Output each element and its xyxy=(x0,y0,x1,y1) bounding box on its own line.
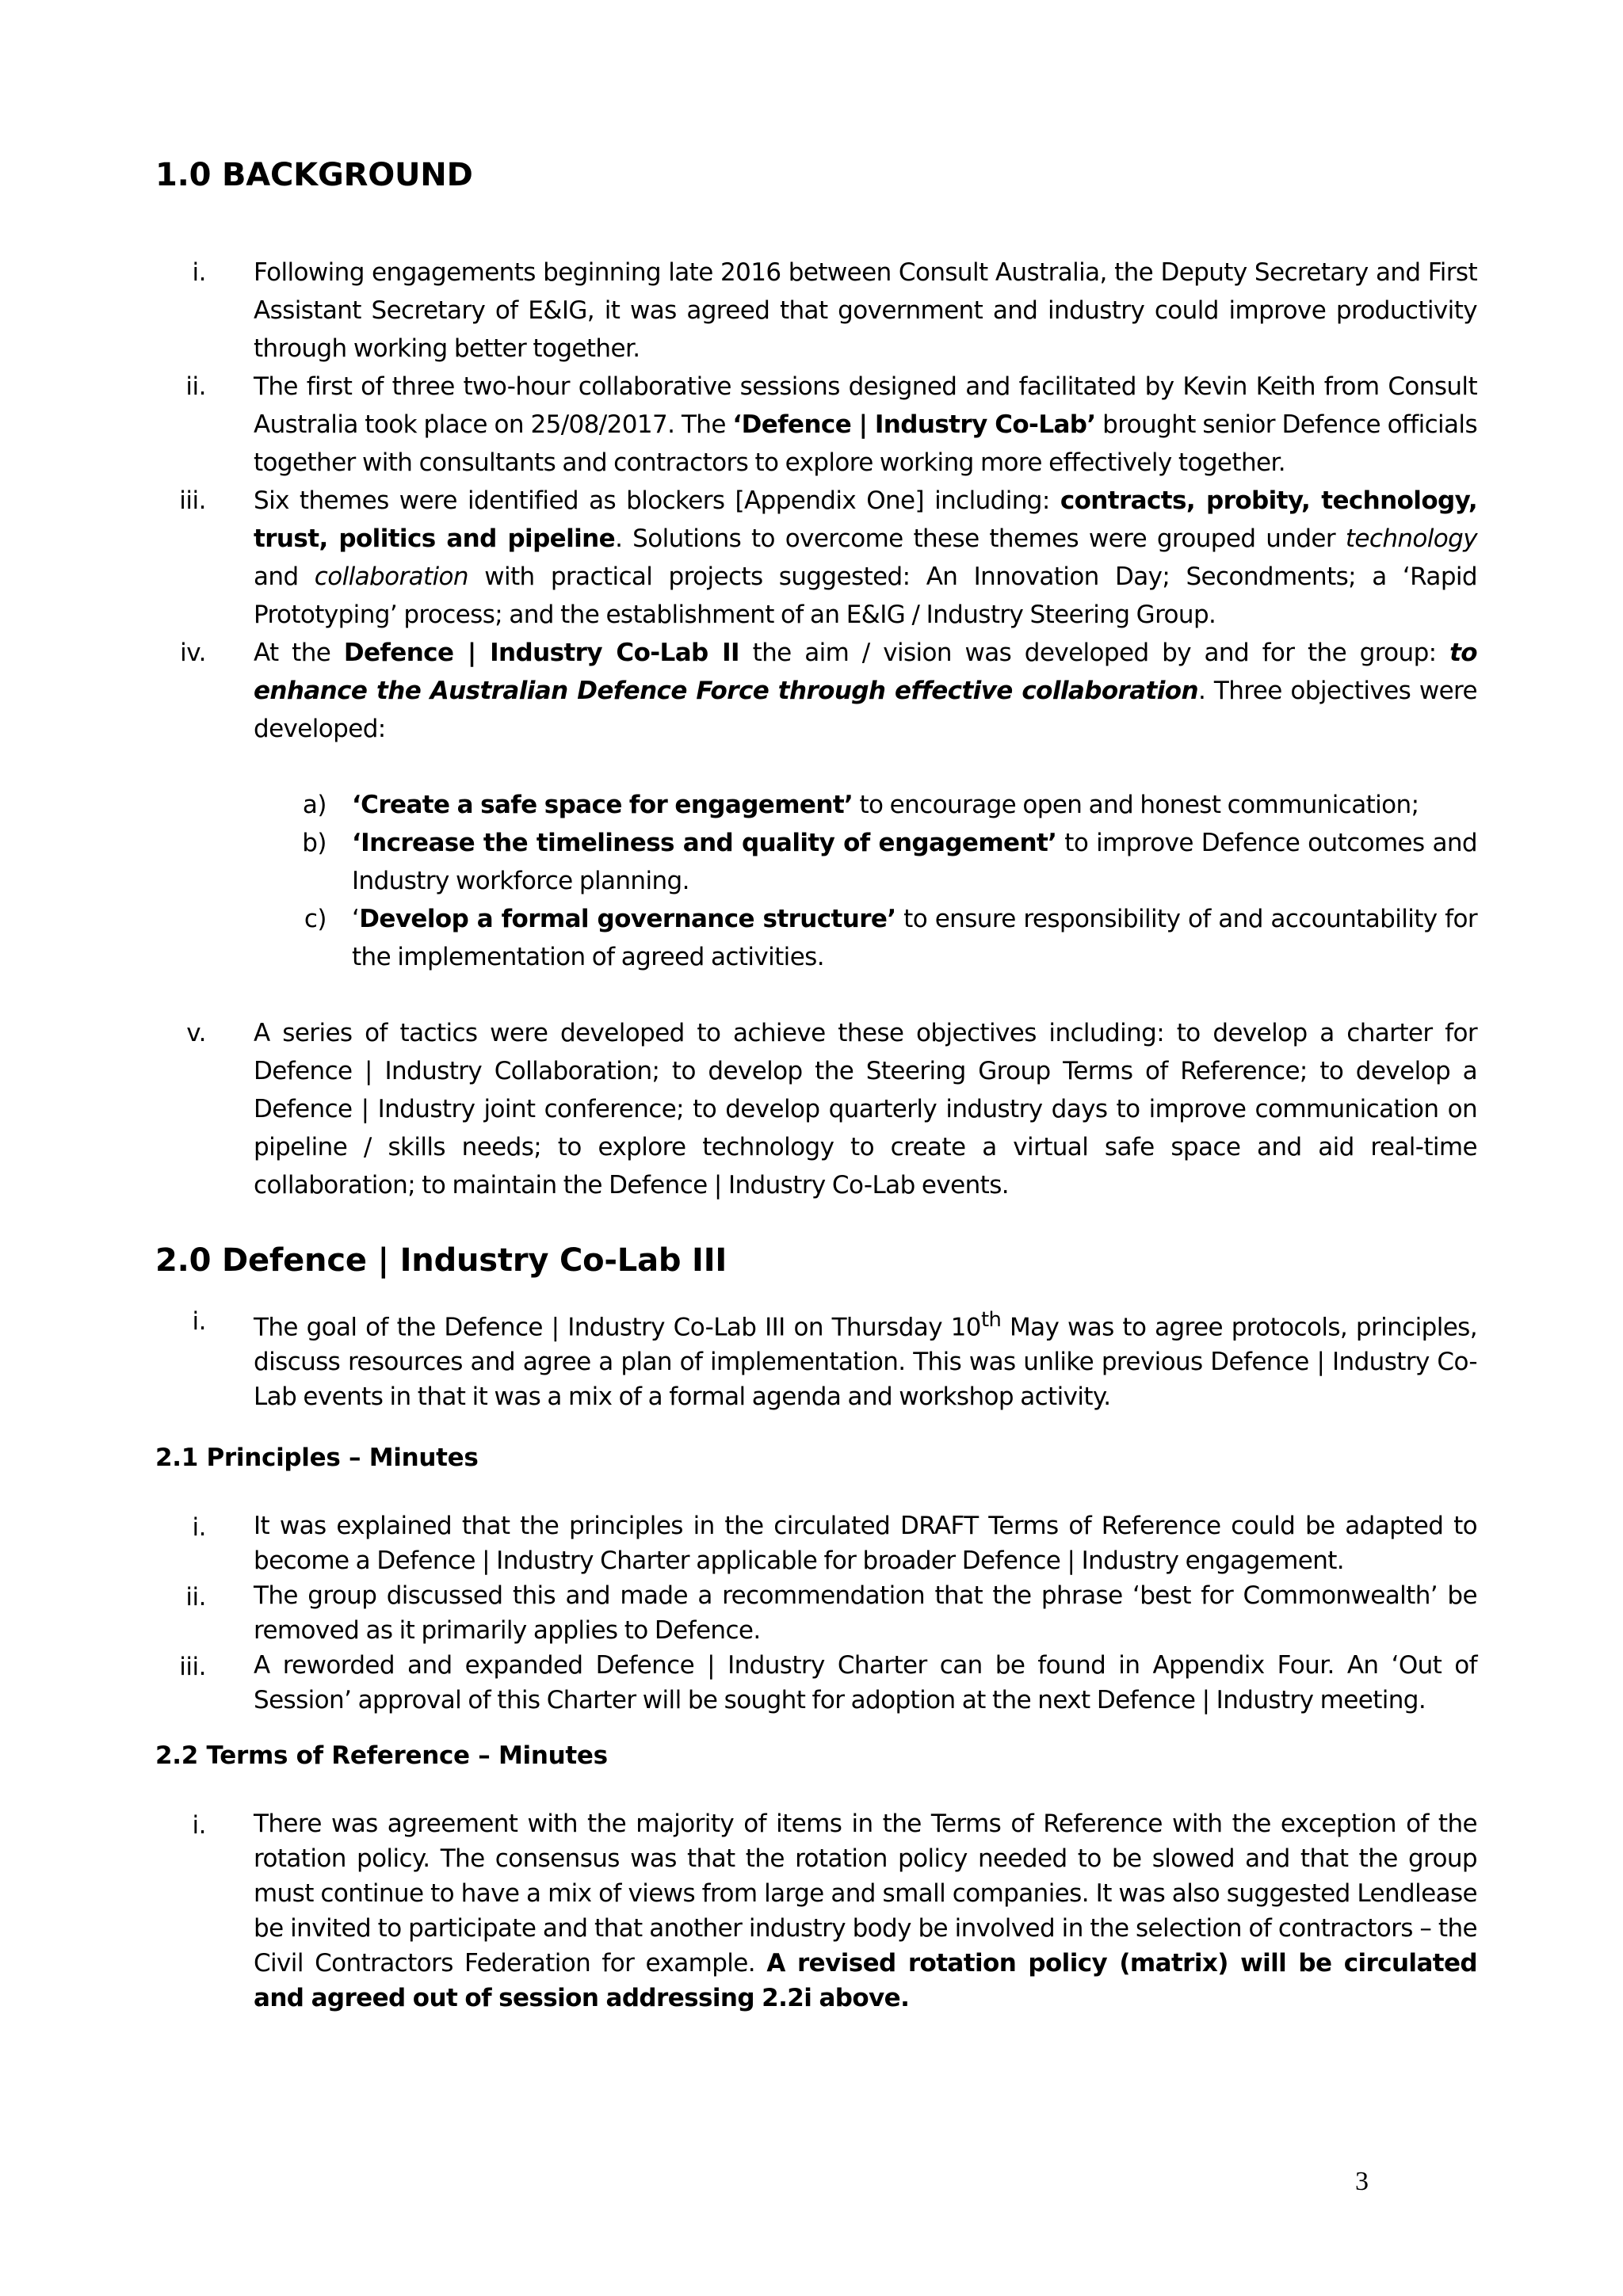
objective-text: ‘Develop a formal governance structure’ to ensure responsibility of and accountability for the implementation of agreed activities. xyxy=(352,905,1477,971)
objective-letter: b) xyxy=(302,829,327,857)
heading-colab3: 2.0 Defence | Industry Co-Lab III xyxy=(155,1242,727,1279)
item-text: Six themes were identified as blockers [Appendix One] including: contracts, probity, technology, trust, politics and pipeline. Solutions to overcome these themes were grouped under technology and collaboration with practical projects suggested: An Innovation Day; Secondments; a ‘Rapid Prototyping’ process; and the establishment of an E&IG / Industry Steering Group. xyxy=(254,486,1477,629)
item-number: iii. xyxy=(179,486,206,515)
item-number: iii. xyxy=(179,1653,206,1681)
item-number: i. xyxy=(192,1811,206,1840)
item-number: i. xyxy=(192,258,206,287)
page-number: 3 xyxy=(1355,2167,1369,2196)
objective-letter: c) xyxy=(304,905,327,933)
item-number: iv. xyxy=(180,639,206,667)
item-number: v. xyxy=(186,1019,206,1047)
item-text: A series of tactics were developed to achieve these objectives including: to develop a charter for Defence | Industry Collaboration; to develop the Steering Group Terms of Reference; to develop a Defence | Industry joint conference; to develop quarterly industry days to improve communication on pipeline / skills needs; to explore technology to create a virtual safe space and aid real-time collaboration; to maintain the Defence | Industry Co-Lab events. xyxy=(254,1019,1477,1199)
heading-background: 1.0 BACKGROUND xyxy=(155,157,473,193)
item-number: ii. xyxy=(185,1583,206,1611)
item-number: i. xyxy=(192,1307,206,1336)
objective-text: ‘Increase the timeliness and quality of engagement’ to improve Defence outcomes and Industry workforce planning. xyxy=(352,829,1478,895)
item-number: i. xyxy=(192,1513,206,1542)
item-text: The goal of the Defence | Industry Co-Lab III on Thursday 10th May was to agree protocols, principles, discuss resources and agree a plan of implementation. This was unlike previous Defence | Industry Co-Lab events in that it was a mix of a formal agenda and workshop activity. xyxy=(254,1308,1477,1412)
item-text: It was explained that the principles in the circulated DRAFT Terms of Reference could be adapted to become a Defence | Industry Charter applicable for broader Defence | Industry engagement. xyxy=(254,1512,1477,1575)
objective-text: ‘Create a safe space for engagement’ to encourage open and honest communication; xyxy=(352,791,1419,819)
item-number: ii. xyxy=(185,372,206,401)
heading-terms-of-reference: 2.2 Terms of Reference – Minutes xyxy=(155,1741,608,1770)
item-text: The group discussed this and made a recommendation that the phrase ‘best for Commonwealth’ be removed as it primarily applies to Defence. xyxy=(254,1581,1477,1645)
item-text: At the Defence | Industry Co-Lab II the aim / vision was developed by and for the group: to enhance the Australian Defence Force through effective collaboration. Three objectives were developed: xyxy=(254,639,1477,743)
heading-principles: 2.1 Principles – Minutes xyxy=(155,1444,479,1472)
item-text: A reworded and expanded Defence | Industry Charter can be found in Appendix Four. An ‘Out of Session’ approval of this Charter will be sought for adoption at the next Defence | Industry meeting. xyxy=(254,1651,1477,1714)
item-text: There was agreement with the majority of items in the Terms of Reference with the exception of the rotation policy. The consensus was that the rotation policy needed to be slowed and that the group must continue to have a mix of views from large and small companies. It was also suggested Lendlease be invited to participate and that another industry body be involved in the selection of contractors – the Civil Contractors Federation for example. A revised rotation policy (matrix) will be circulated and agreed out of session addressing 2.2i above. xyxy=(254,1810,1478,2012)
item-text: Following engagements beginning late 2016 between Consult Australia, the Deputy Secretary and First Assistant Secretary of E&IG, it was agreed that government and industry could improve productivity through working better together. xyxy=(254,258,1477,363)
item-text: The first of three two-hour collaborative sessions designed and facilitated by Kevin Keith from Consult Australia took place on 25/08/2017. The ‘Defence | Industry Co-Lab’ brought senior Defence officials together with consultants and contractors to explore working more effectively together. xyxy=(254,372,1477,477)
objective-letter: a) xyxy=(302,791,327,819)
